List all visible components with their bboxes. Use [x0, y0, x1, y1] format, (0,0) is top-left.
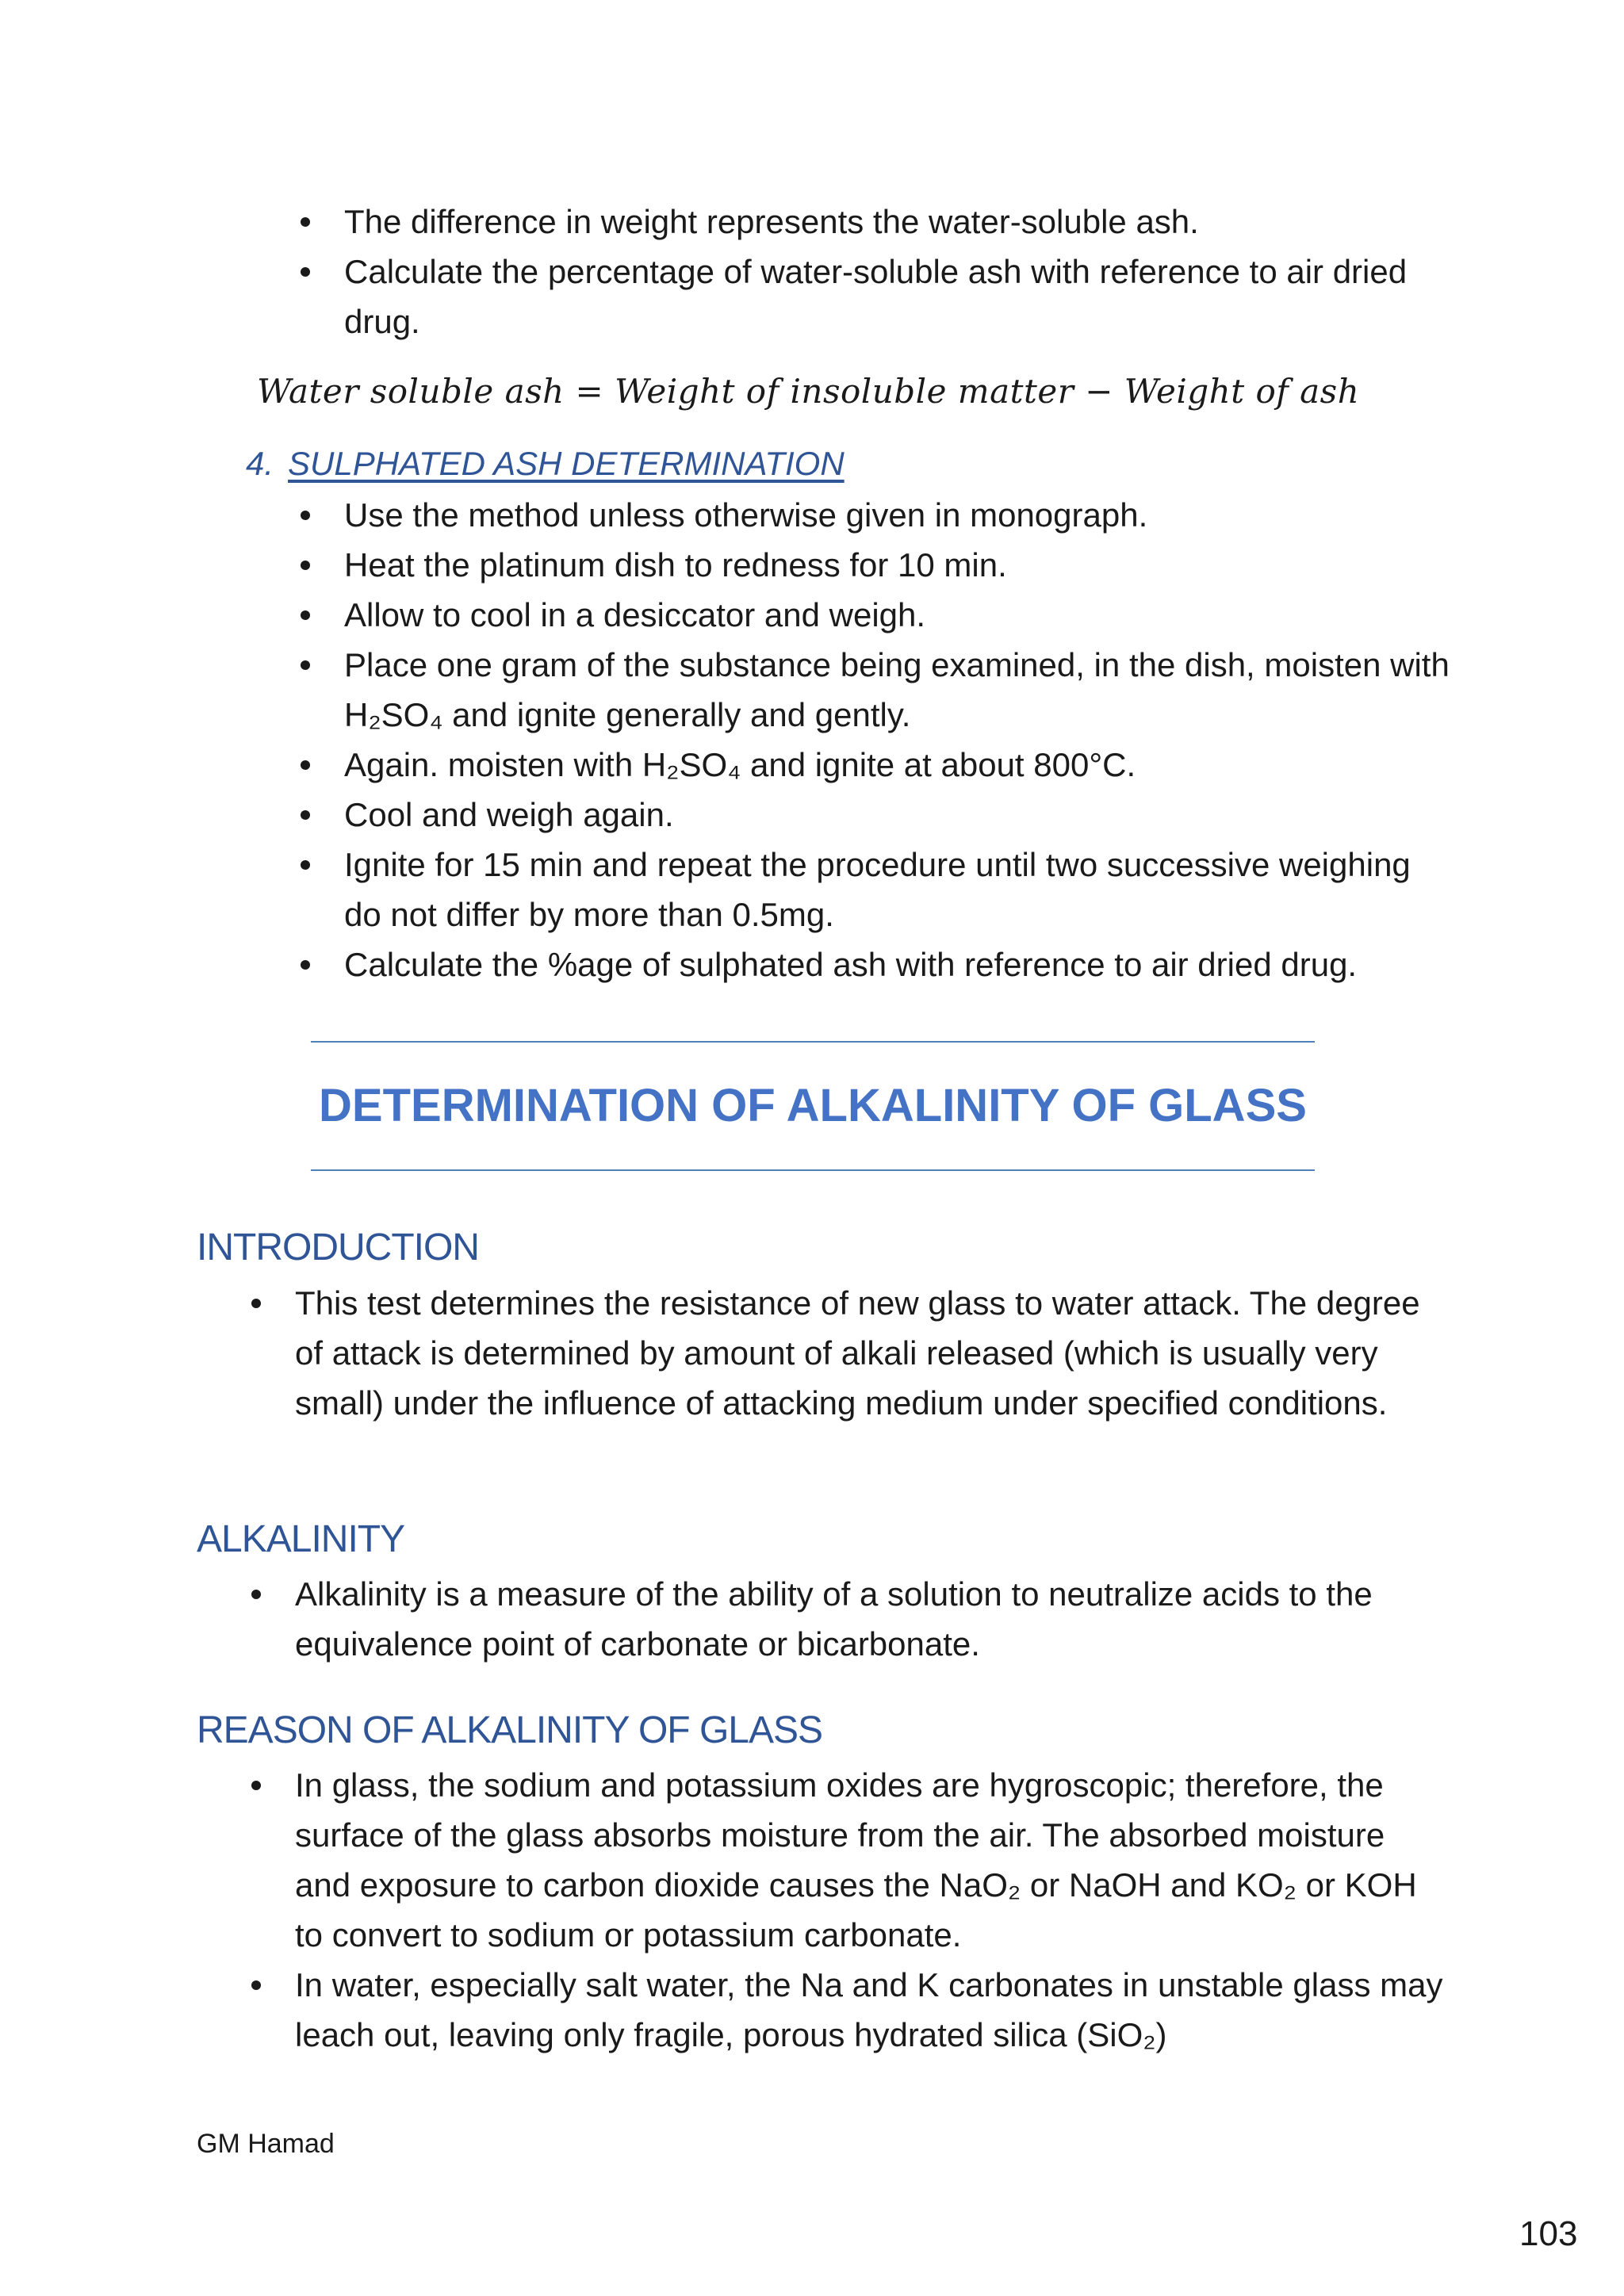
page-title: DETERMINATION OF ALKALINITY OF GLASS — [319, 1080, 1307, 1131]
list-item: Alkalinity is a measure of the ability of a solution to neutralize acids to the equivalence point of carbonate or bicarbonate. — [295, 1569, 1445, 1669]
section-number: 4. — [246, 445, 274, 482]
list-item: Heat the platinum dish to redness for 10 min. — [344, 540, 1454, 590]
list-item: Calculate the %age of sulphated ash with reference to air dried drug. — [344, 939, 1454, 989]
title-bottom-rule — [311, 1169, 1315, 1171]
list-item: Cool and weigh again. — [344, 790, 1454, 840]
list-item: Allow to cool in a desiccator and weigh. — [344, 590, 1454, 640]
list-item: Again. moisten with H₂SO₄ and ignite at about 800°C. — [344, 740, 1454, 790]
list-item: This test determines the resistance of new glass to water attack. The degree of attack is determined by amount of alkali released (which is usually very small) under the influence of attacking medium under specified conditions. — [295, 1278, 1445, 1428]
list-item: Use the method unless otherwise given in monograph. — [344, 490, 1454, 540]
list-item: In water, especially salt water, the Na and K carbonates in unstable glass may leach out, leaving only fragile, porous hydrated silica (SiO₂) — [295, 1960, 1445, 2060]
section-heading-sulphated-ash — [246, 440, 845, 488]
water-soluble-ash-formula: Water soluble ash = Weight of insoluble matter − Weight of ash — [257, 372, 1360, 411]
title-top-rule — [311, 1041, 1315, 1043]
list-item: Place one gram of the substance being examined, in the dish, moisten with H₂SO₄ and ignite generally and gently. — [344, 640, 1454, 740]
heading-introduction: INTRODUCTION — [197, 1226, 479, 1269]
page-number: 103 — [1519, 2214, 1578, 2253]
reason-list — [295, 1760, 1445, 2060]
introduction-list — [295, 1278, 1445, 1428]
sulphated-ash-steps-list — [344, 490, 1454, 989]
list-item: The difference in weight represents the water-soluble ash. — [344, 197, 1454, 247]
footer-author: GM Hamad — [197, 2129, 335, 2159]
alkalinity-list — [295, 1569, 1445, 1669]
heading-reason-of-alkalinity: REASON OF ALKALINITY OF GLASS — [197, 1709, 823, 1751]
water-soluble-steps-list — [344, 197, 1454, 346]
list-item: In glass, the sodium and potassium oxides are hygroscopic; therefore, the surface of the glass absorbs moisture from the air. The absorbed moisture and exposure to carbon dioxide causes the NaO₂ or NaOH and KO₂ or KOH to convert to sodium or potassium carbonate. — [295, 1760, 1445, 1960]
heading-alkalinity: ALKALINITY — [197, 1518, 405, 1560]
section-title: SULPHATED ASH DETERMINATION — [288, 445, 845, 482]
list-item: Calculate the percentage of water-soluble ash with reference to air dried drug. — [344, 247, 1454, 346]
list-item: Ignite for 15 min and repeat the procedure until two successive weighing do not differ by more than 0.5mg. — [344, 840, 1454, 939]
